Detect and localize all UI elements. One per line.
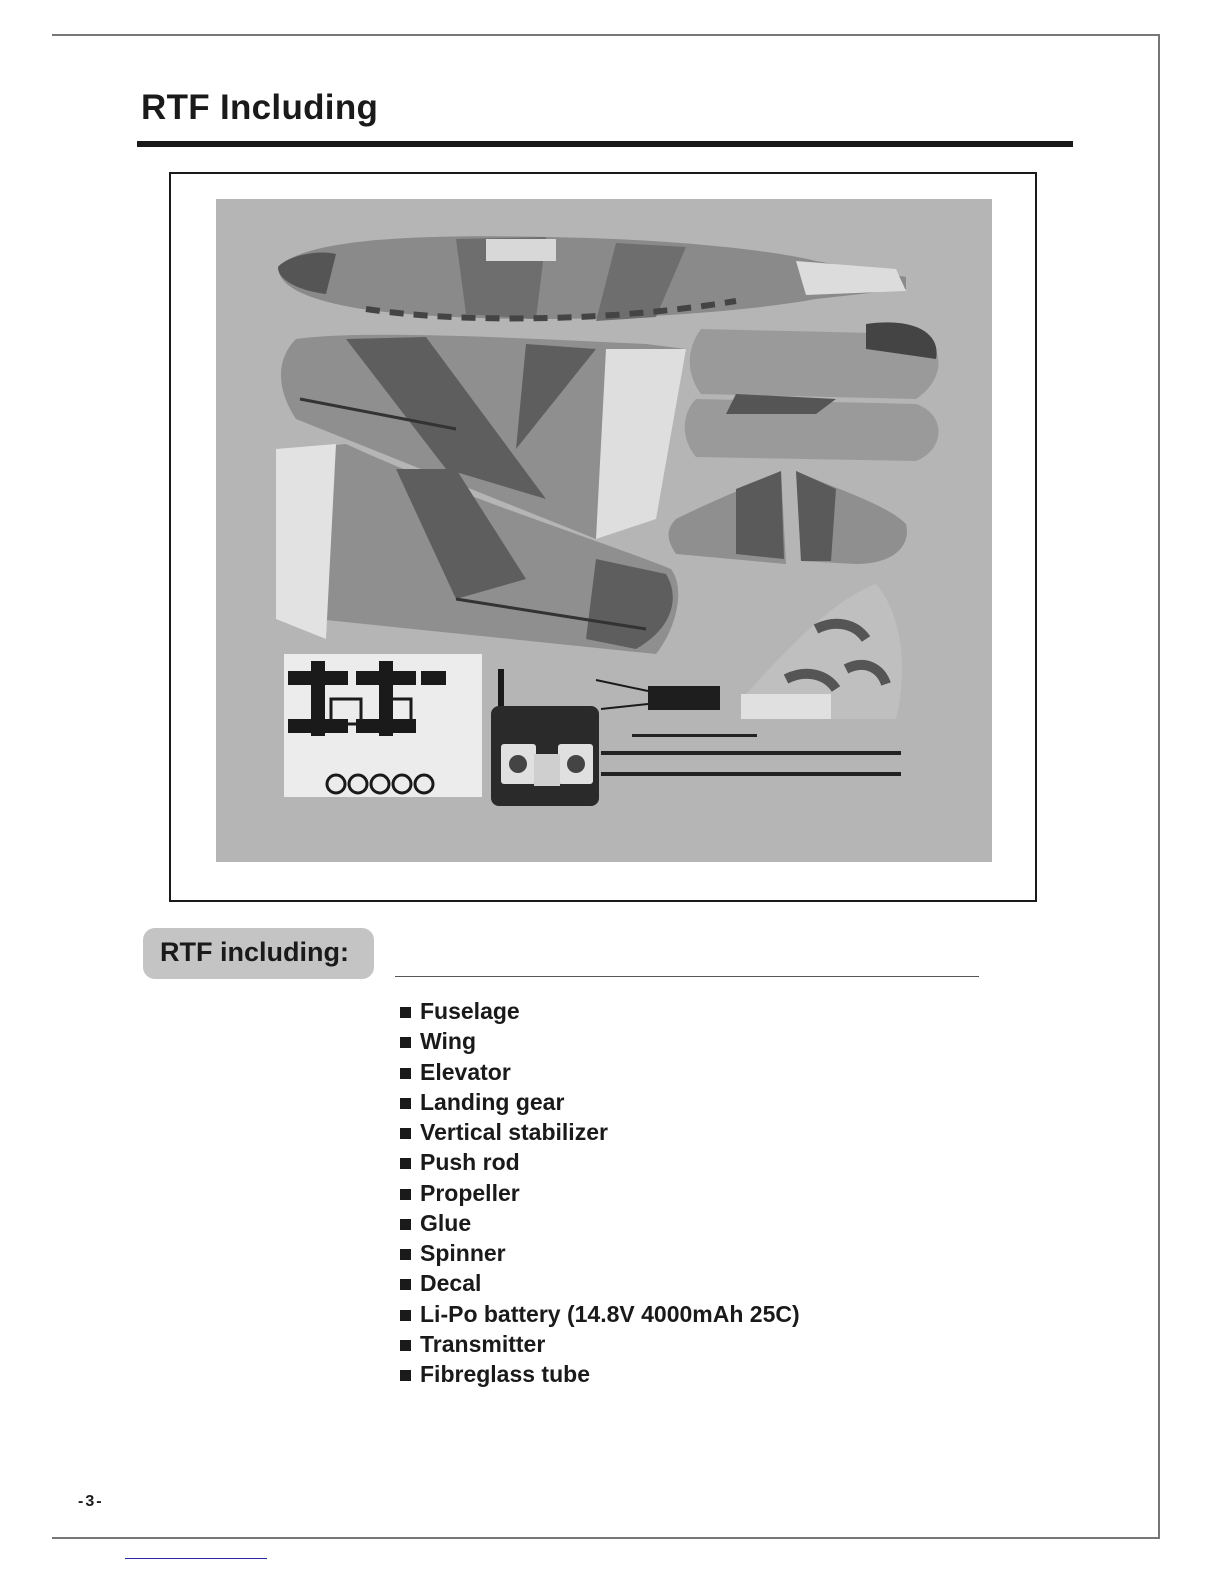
bullet-square-icon (400, 1340, 411, 1351)
list-item: Propeller (400, 1178, 800, 1208)
page-border-right (1158, 34, 1160, 1538)
list-item: Decal (400, 1268, 800, 1298)
bullet-square-icon (400, 1037, 411, 1048)
list-item: Elevator (400, 1057, 800, 1087)
list-item: Glue (400, 1208, 800, 1238)
bullet-square-icon (400, 1249, 411, 1260)
list-item: Transmitter (400, 1329, 800, 1359)
page-border-bottom (52, 1537, 1160, 1539)
page-border-top (52, 34, 1160, 36)
bullet-square-icon (400, 1158, 411, 1169)
bullet-square-icon (400, 1189, 411, 1200)
decal-sheet-shape (284, 654, 482, 797)
title-rule (137, 141, 1073, 147)
page-title: RTF Including (141, 88, 379, 127)
bullet-square-icon (400, 1128, 411, 1139)
bullet-square-icon (400, 1007, 411, 1018)
list-item: Fibreglass tube (400, 1359, 800, 1389)
bullet-square-icon (400, 1068, 411, 1079)
contents-list (400, 996, 800, 1389)
kit-photo-illustration (216, 199, 992, 862)
kit-contents-photo (216, 199, 992, 862)
section-badge-label: RTF including: (160, 937, 349, 967)
bullet-square-icon (400, 1370, 411, 1381)
list-item: Landing gear (400, 1087, 800, 1117)
bullet-square-icon (400, 1310, 411, 1321)
section-badge (143, 928, 374, 979)
list-rule (395, 976, 979, 977)
engine-nacelles-shape (685, 322, 939, 461)
list-item: Push rod (400, 1147, 800, 1177)
list-item: Fuselage (400, 996, 800, 1026)
bullet-square-icon (400, 1279, 411, 1290)
list-item: Spinner (400, 1238, 800, 1268)
footer-link-line (125, 1558, 267, 1559)
page-number: -3- (78, 1493, 104, 1510)
bullet-square-icon (400, 1098, 411, 1109)
list-item: Wing (400, 1026, 800, 1056)
list-item: Vertical stabilizer (400, 1117, 800, 1147)
list-item: Li-Po battery (14.8V 4000mAh 25C) (400, 1299, 800, 1329)
bullet-square-icon (400, 1219, 411, 1230)
